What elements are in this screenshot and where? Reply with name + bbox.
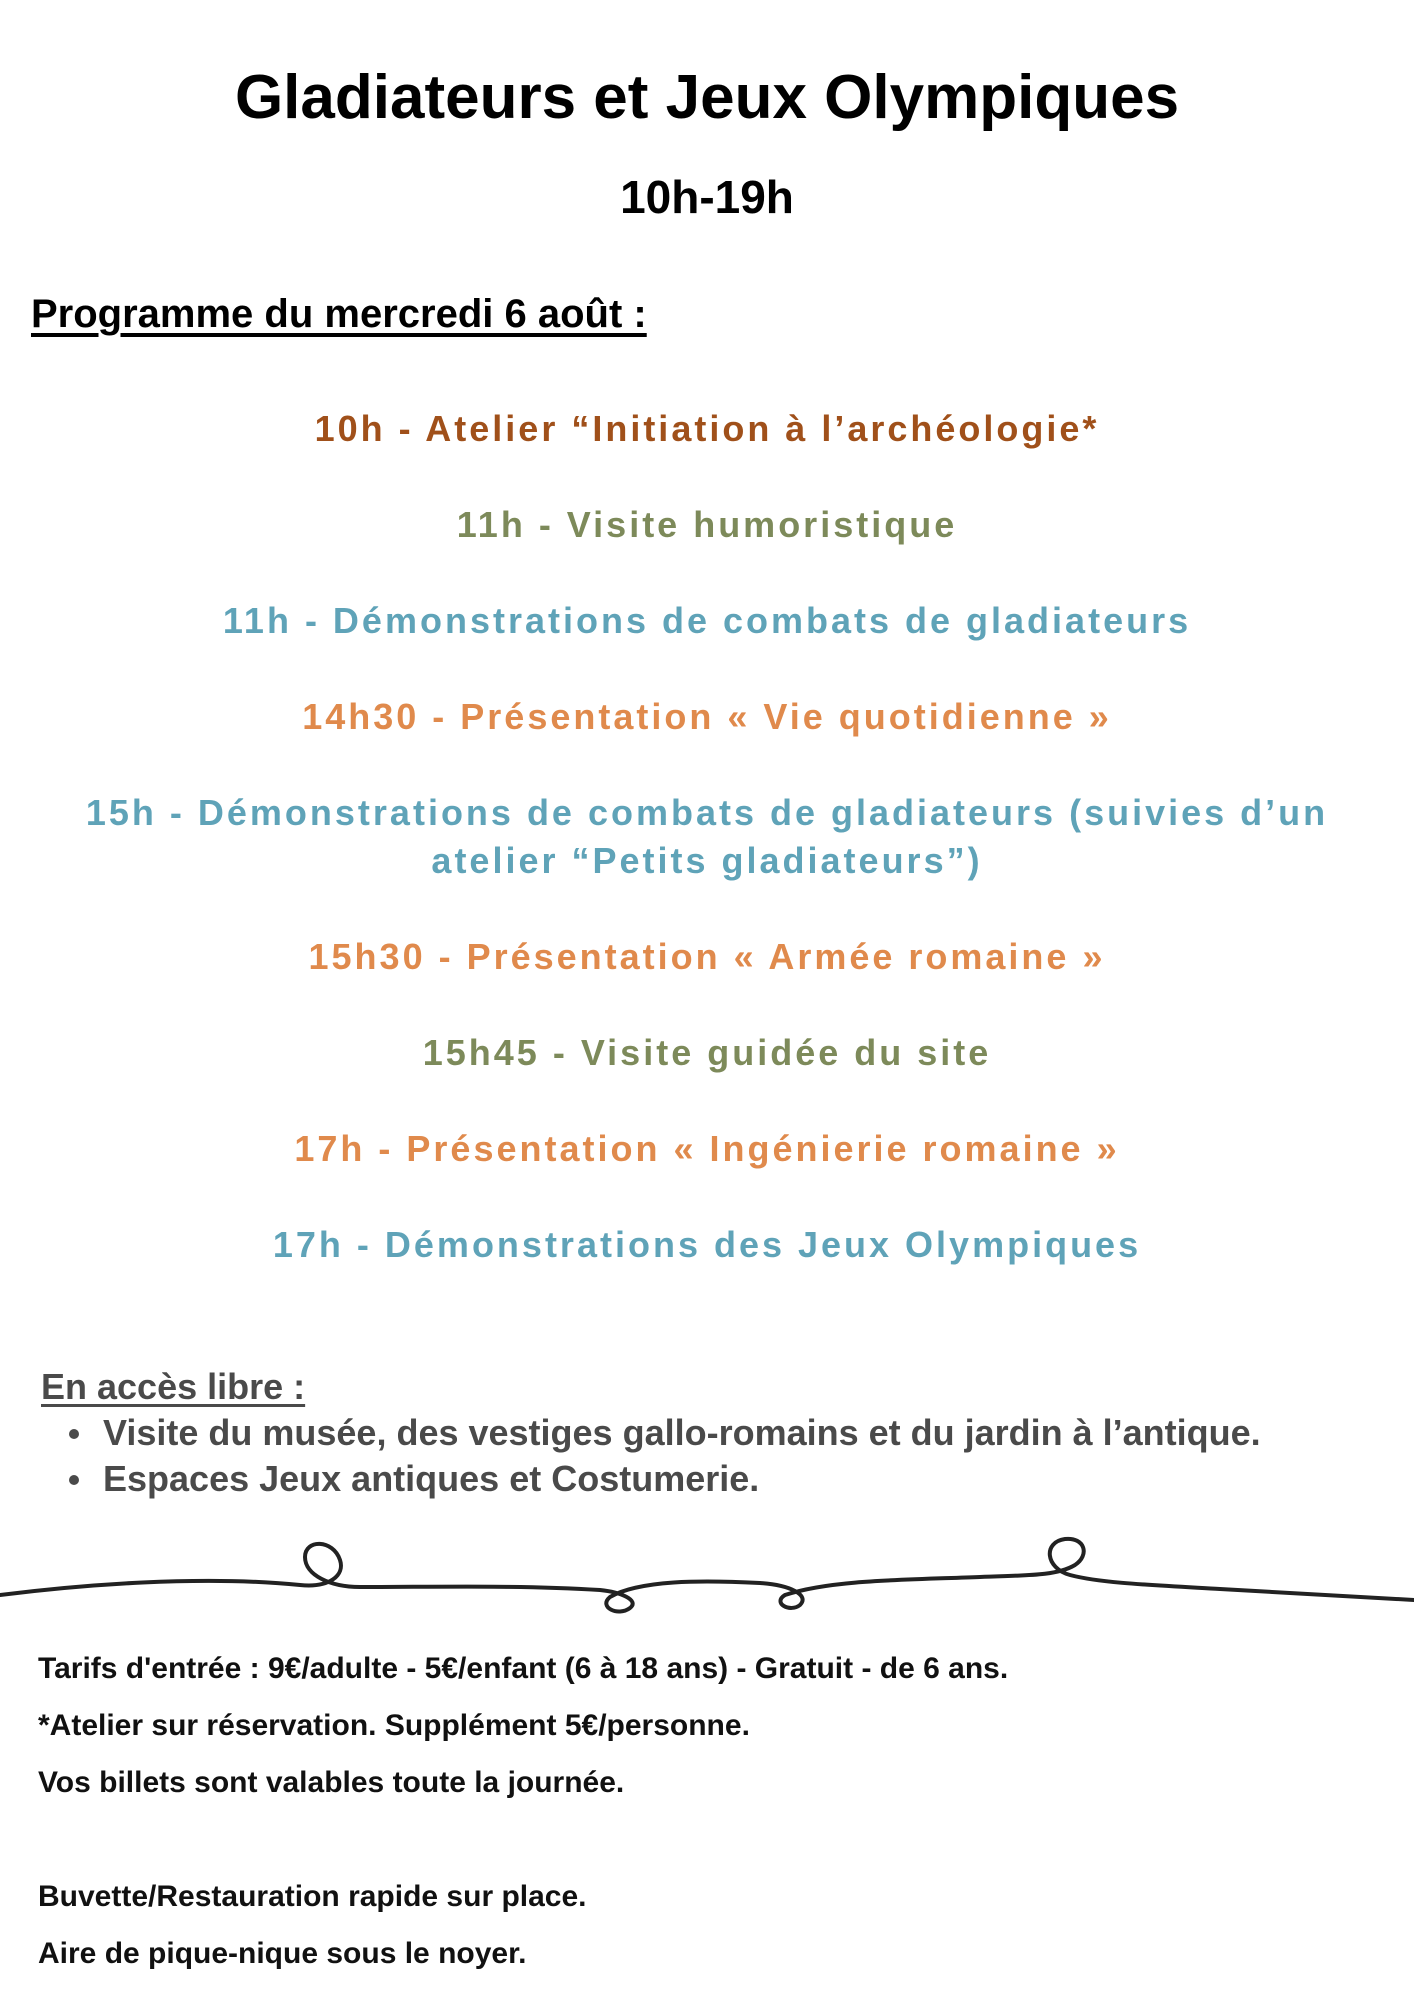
schedule-item: 11h - Démonstrations de combats de gladiateurs (222, 600, 1192, 641)
bullet-icon (69, 1429, 79, 1439)
schedule-item: 15h30 - Présentation « Armée romaine » (308, 936, 1106, 977)
decorative-swirl-divider (0, 1525, 1414, 1615)
schedule-item: 10h - Atelier “Initiation à l’archéologie* (314, 408, 1100, 449)
tarifs-text: Tarifs d'entrée : 9€/adulte - 5€/enfant (6 à 18 ans) - Gratuit - de 6 ans. (38, 1652, 1009, 1685)
bullet-icon (69, 1475, 79, 1485)
list-item-text: Espaces Jeux antiques et Costumerie. (103, 1458, 760, 1499)
schedule-item: 14h30 - Présentation « Vie quotidienne » (302, 696, 1112, 737)
billets-text: Vos billets sont valables toute la journée. (38, 1766, 625, 1799)
buvette-text: Buvette/Restauration rapide sur place. (38, 1880, 587, 1913)
schedule-item: 17h - Démonstrations des Jeux Olympiques (272, 1224, 1142, 1265)
schedule-list (40, 405, 1374, 1317)
practical-info (38, 1640, 1398, 1982)
free-access-list (41, 1410, 1401, 1502)
opening-hours: 10h-19h (620, 171, 794, 223)
free-access-heading: En accès libre : (41, 1366, 306, 1407)
schedule-item: 11h - Visite humoristique (456, 504, 958, 545)
schedule-item: 17h - Présentation « Ingénierie romaine » (294, 1128, 1120, 1169)
programme-heading: Programme du mercredi 6 août : (31, 292, 647, 336)
page-title: Gladiateurs et Jeux Olympiques (234, 63, 1180, 132)
list-item-text: Visite du musée, des vestiges gallo-romains et du jardin à l’antique. (103, 1412, 1261, 1453)
list-item (41, 1456, 1401, 1502)
list-item (41, 1410, 1401, 1456)
schedule-item: 15h45 - Visite guidée du site (422, 1032, 992, 1073)
schedule-item: 15h - Démonstrations de combats de gladiateurs (suivies d’un atelier “Petits gladiateurs”) (85, 792, 1329, 881)
pique-nique-text: Aire de pique-nique sous le noyer. (38, 1937, 527, 1970)
atelier-note: *Atelier sur réservation. Supplément 5€/personne. (38, 1709, 750, 1742)
